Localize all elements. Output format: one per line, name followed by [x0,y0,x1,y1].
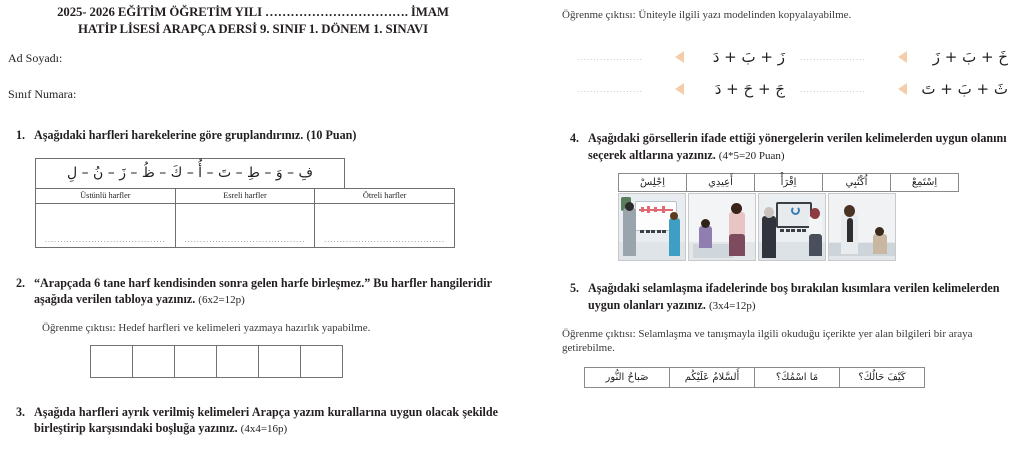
word-bank-cell-3[interactable]: اِقْرَأْ [755,174,823,192]
question-4-word-bank [618,173,959,192]
question-2-text-wrap [34,275,498,309]
question-1-text: Aşağıdaki harfleri harekelerine göre gruplandırınız. (10 Puan) [34,128,357,142]
phrase-cell-4[interactable]: صَباحُ النُّور [585,368,670,388]
join-answer-blank-2[interactable]: .................... [577,52,643,62]
page-title [8,4,498,38]
table-row [619,174,959,192]
question-4 [562,130,1008,164]
word-bank-cell-2[interactable]: اُكْتُبِي [823,174,891,192]
question-2-answer-table [90,345,343,378]
join-cell-4 [562,76,785,108]
table-header-row [36,188,455,203]
word-bank-cell-5[interactable]: اِجْلِسْ [619,174,687,192]
letter-cell-3[interactable] [175,345,217,377]
classroom-image-1 [618,193,686,261]
right-column [512,0,1024,468]
question-2-points: (6x2=12p) [198,294,245,306]
title-line-1: 2025- 2026 EĞİTİM ÖĞRETİM YILI ……………………………. İMAM [57,5,449,19]
join-prompt-3: ثَ + بَ + تَ [921,80,1008,98]
question-2-text: “Arapçada 6 tane harf kendisinden sonra gelen harfe birleşmez.” Bu harfler hangileridir aşağıda verilen tabloya yazınız. [34,275,492,306]
question-3-text: Aşağıda harfleri ayrık verilmiş kelimeleri Arapça yazım kurallarına uygun olacak şekilde birleştirip karşısındaki boşluğa yazınız. [34,404,498,435]
column-header-esreli: Esreli harfler [175,188,315,203]
question-5-outcome: Öğrenme çıktısı: Selamlaşma ve tanışmayla ilgili okuduğu içerikte yer alan bilgileri bir araya getirebilme. [562,328,973,354]
letter-cell-6[interactable] [301,345,343,377]
phrase-cell-3[interactable]: أَلسَّلامُ عَلَيْكُم [670,368,755,388]
letter-cell-2[interactable] [133,345,175,377]
question-4-text-wrap [588,130,1008,164]
classroom-image-2 [688,193,756,261]
join-prompt-2: زَ + بَ + دَ [712,48,785,66]
join-prompt-4: جَ + حَ + دَ [714,80,785,98]
table-answer-row [36,203,455,247]
question-3-number: 3. [16,404,26,419]
question-5-text: Aşağıdaki selamlaşma ifadelerinde boş bırakılan kısımlara verilen kelimelerden uygun olanları yazınız. [588,281,1000,312]
question-1-letters: فِ – وَ – طِ – تَ – أُ – كَ – ظُ – زَ – نُ – لِ [66,165,314,181]
question-5-number: 5. [570,281,580,295]
name-field-label: Ad Soyadı: [8,51,63,65]
class-number-field-label: Sınıf Numara: [8,87,77,101]
column-header-otreli: Ötreli harfler [315,188,455,203]
answer-cell-otreli[interactable] [315,203,455,247]
letter-cell-1[interactable] [91,345,133,377]
question-3 [8,404,498,438]
join-answer-blank-4[interactable]: .................... [577,84,643,94]
question-3-join-grid [562,44,1008,108]
question-3-outcome: Öğrenme çıktısı: Üniteyle ilgili yazı modelinden kopyalayabilme. [562,9,852,21]
phrase-cell-1[interactable]: كَيْفَ حَالُكَ؟ [840,368,925,388]
column-header-ustunlu: Üstünlü harfler [36,188,176,203]
answer-dotline: ....................................... [44,234,166,244]
question-5 [562,280,1008,314]
join-answer-blank-1[interactable]: .................... [800,52,866,62]
question-1-number: 1. [16,128,26,142]
join-row-1 [562,44,1008,76]
table-row [585,368,925,388]
table-row [91,345,343,377]
answer-dotline: ....................................... [184,234,306,244]
title-line-2: HATİP LİSESİ ARAPÇA DERSİ 9. SINIF 1. DÖNEM 1. SINAVI [77,22,428,36]
answer-dotline: ....................................... [324,234,446,244]
question-5-phrase-bank [584,367,925,388]
question-4-points: (4*5=20 Puan) [718,149,785,162]
join-cell-1 [785,44,1008,76]
answer-cell-esreli[interactable] [175,203,315,247]
arrow-left-icon [675,83,684,95]
question-1-letters-box [35,158,345,188]
question-2-outcome: Öğrenme çıktısı: Hedef harfleri ve kelimeleri yazmaya hazırlık yapabilme. [42,321,371,334]
join-row-2 [562,76,1008,108]
join-answer-blank-3[interactable]: .................... [800,84,866,94]
question-4-number: 4. [570,131,580,145]
question-4-text: Aşağıdaki görsellerin ifade ettiği yönergelerin verilen kelimelerden uygun olanını seçerek altlarına yazınız. [588,131,1007,162]
question-3-text-wrap [34,404,498,438]
arrow-left-icon [675,51,684,63]
question-3-points: (4x4=16p) [240,423,288,435]
arrow-left-icon [898,83,907,95]
question-4-image-strip [618,193,1008,261]
join-prompt-1: خَ + بَ + زَ [932,48,1008,66]
phrase-cell-2[interactable]: مَا اسْمُكَ؟ [755,368,840,388]
question-1-table-wrap [35,158,498,248]
letter-cell-4[interactable] [217,345,259,377]
arrow-left-icon [898,51,907,63]
letter-cell-5[interactable] [259,345,301,377]
join-cell-3 [785,76,1008,108]
word-bank-cell-1[interactable]: اِسْتَمِعْ [891,174,959,192]
question-2-number: 2. [16,275,26,290]
classroom-image-4 [828,193,896,261]
word-bank-cell-4[interactable]: أَعِيدِي [687,174,755,192]
question-2 [8,275,498,309]
question-1-grouping-table [35,188,455,248]
question-5-points: (3x4=12p) [708,299,756,312]
join-cell-2 [562,44,785,76]
question-1 [8,127,498,144]
question-5-text-wrap [588,280,1008,314]
answer-cell-ustunlu[interactable] [36,203,176,247]
classroom-image-3 [758,193,826,261]
